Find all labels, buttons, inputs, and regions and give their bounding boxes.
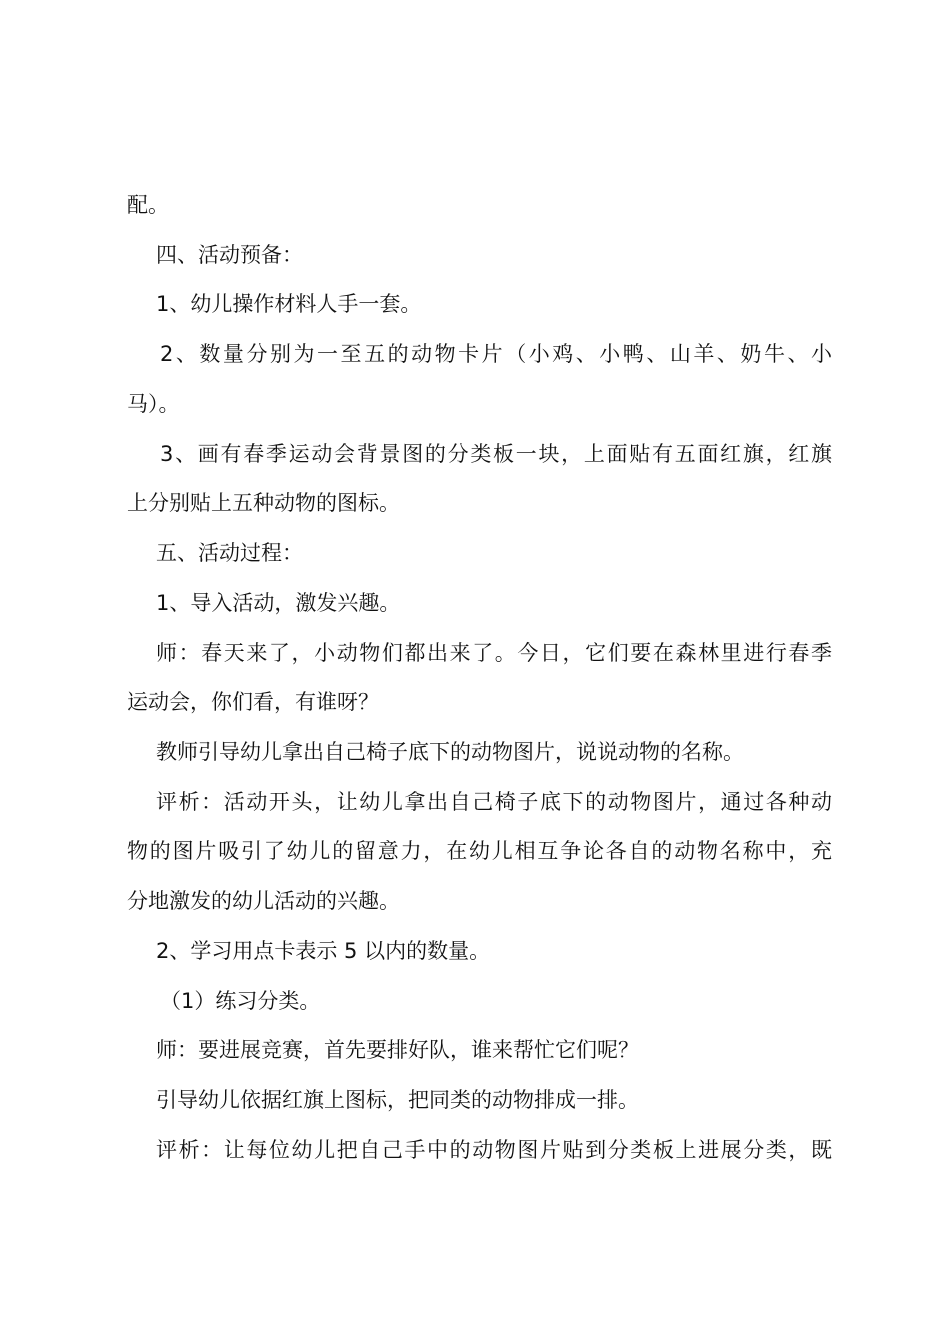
text-line: 引导幼儿依据红旗上图标，把同类的动物排成一排。 — [156, 1088, 639, 1112]
text-line: 评析：活动开头，让幼儿拿出自己椅子底下的动物图片，通过各种动 — [156, 790, 832, 814]
text-line: 评析：让每位幼儿把自己手中的动物图片贴到分类板上进展分类，既 — [156, 1138, 832, 1162]
text-line: 上分别贴上五种动物的图标。 — [127, 491, 400, 515]
text-line: 分地激发的幼儿活动的兴趣。 — [127, 889, 400, 913]
section-heading: 四、活动预备： — [156, 243, 303, 267]
text-line: 师：春天来了，小动物们都出来了。今日，它们要在森林里进行春季 — [156, 641, 832, 665]
list-item: 3、画有春季运动会背景图的分类板一块，上面贴有五面红旗，红旗 — [160, 442, 832, 466]
text-line: 师：要进展竞赛，首先要排好队，谁来帮忙它们呢？ — [156, 1038, 639, 1062]
text-line: 运动会，你们看，有谁呀？ — [127, 690, 379, 714]
text-line: 教师引导幼儿拿出自己椅子底下的动物图片，说说动物的名称。 — [156, 740, 744, 764]
text-line: 配。 — [127, 193, 169, 217]
list-item: 1、幼儿操作材料人手一套。 — [156, 292, 422, 316]
list-item: 2、数量分别为一至五的动物卡片（小鸡、小鸭、山羊、奶牛、小 — [160, 342, 832, 366]
list-item: 1、导入活动，激发兴趣。 — [156, 591, 401, 615]
text-line: 马）。 — [127, 392, 180, 416]
section-heading: 五、活动过程： — [156, 541, 303, 565]
text-line: 物的图片吸引了幼儿的留意力，在幼儿相互争论各自的动物名称中，充 — [127, 839, 832, 863]
list-item: （1）练习分类。 — [160, 989, 321, 1013]
list-item: 2、学习用点卡表示 5 以内的数量。 — [156, 939, 491, 963]
